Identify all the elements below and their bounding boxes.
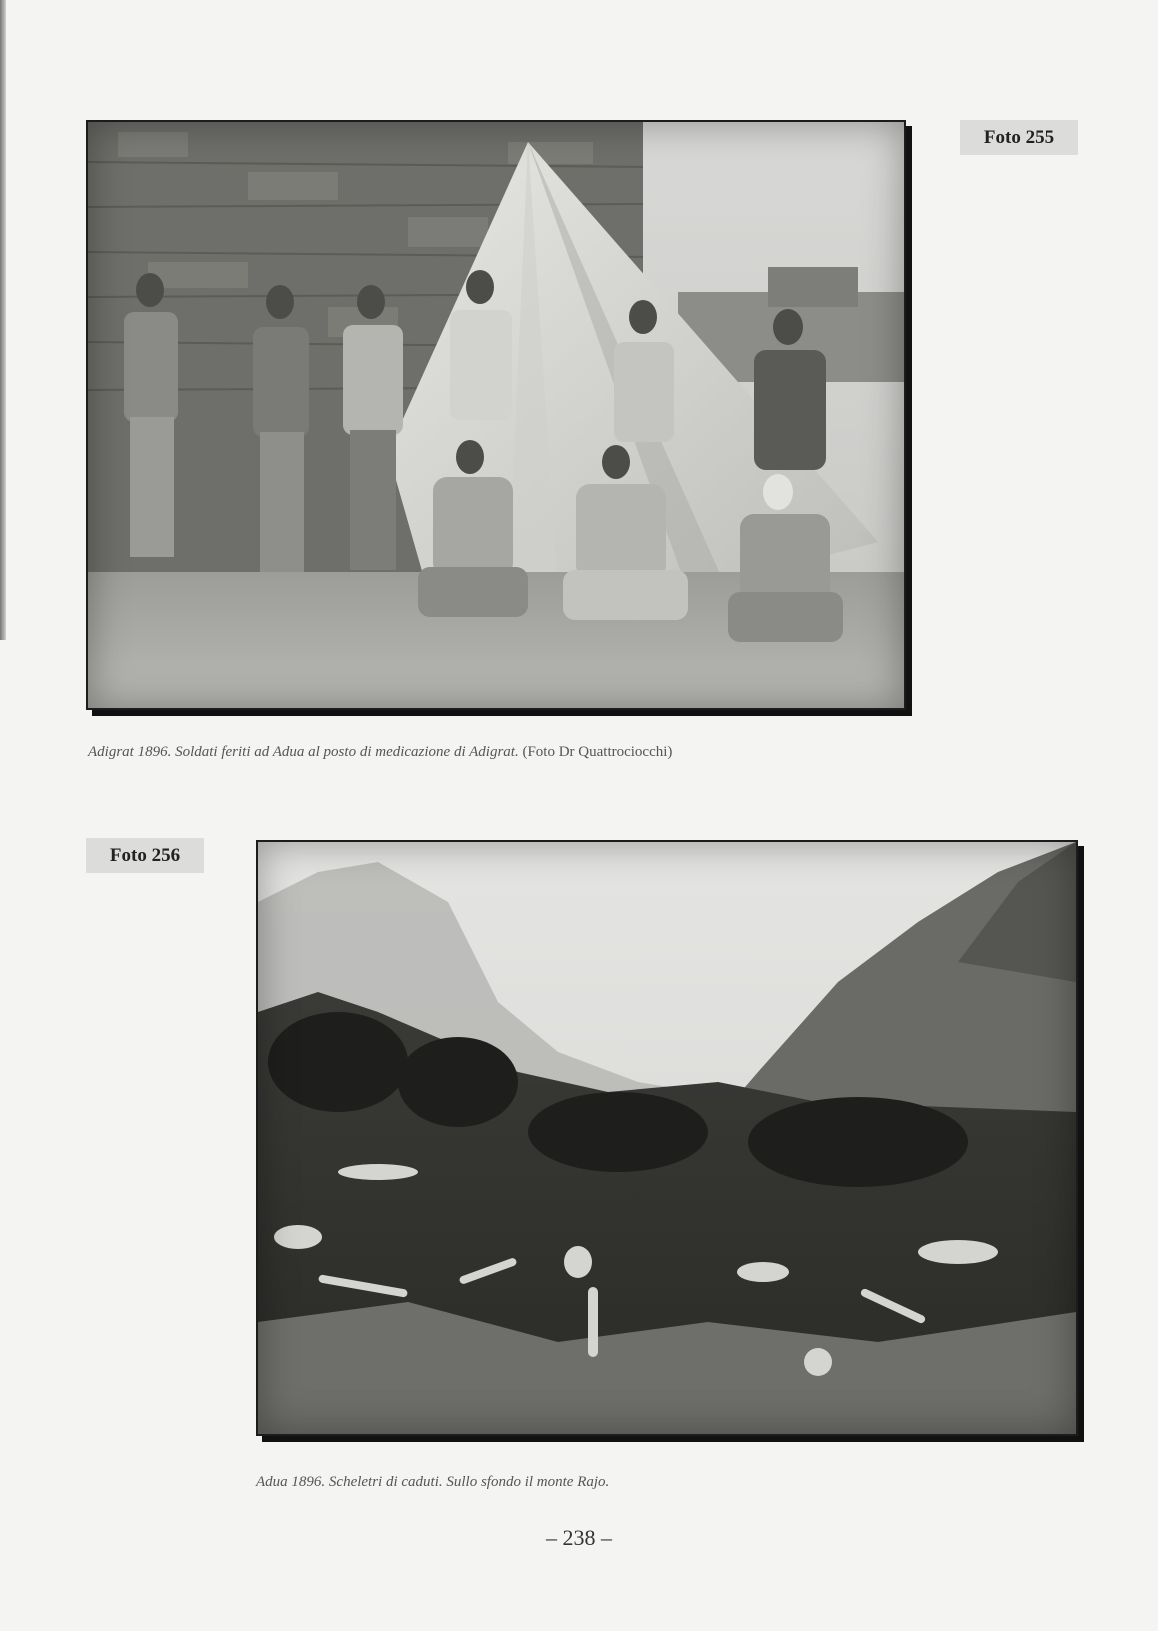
- scan-edge: [0, 0, 6, 640]
- photo-skeletons-valley: [256, 840, 1078, 1436]
- photo-shadow: [262, 1436, 1084, 1442]
- photo-soldiers-tent: [86, 120, 906, 710]
- photo-shadow: [92, 710, 912, 716]
- photo-label-255: Foto 255: [960, 120, 1078, 155]
- photo-shadow: [906, 126, 912, 716]
- photo-caption-256: [256, 1474, 609, 1491]
- page-number: – 238 –: [546, 1525, 612, 1550]
- photo-label-256: Foto 256: [86, 838, 204, 873]
- caption-credit: (Foto Dr Quattrociocchi): [522, 744, 673, 760]
- caption-text: Adua 1896. Scheletri di caduti. Sullo sfondo il monte Rajo.: [256, 1474, 610, 1490]
- photo-shadow: [1078, 846, 1084, 1442]
- photo-caption-255: [88, 744, 672, 761]
- caption-text: Adigrat 1896. Soldati feriti ad Adua al posto di medicazione di Adigrat.: [88, 744, 519, 760]
